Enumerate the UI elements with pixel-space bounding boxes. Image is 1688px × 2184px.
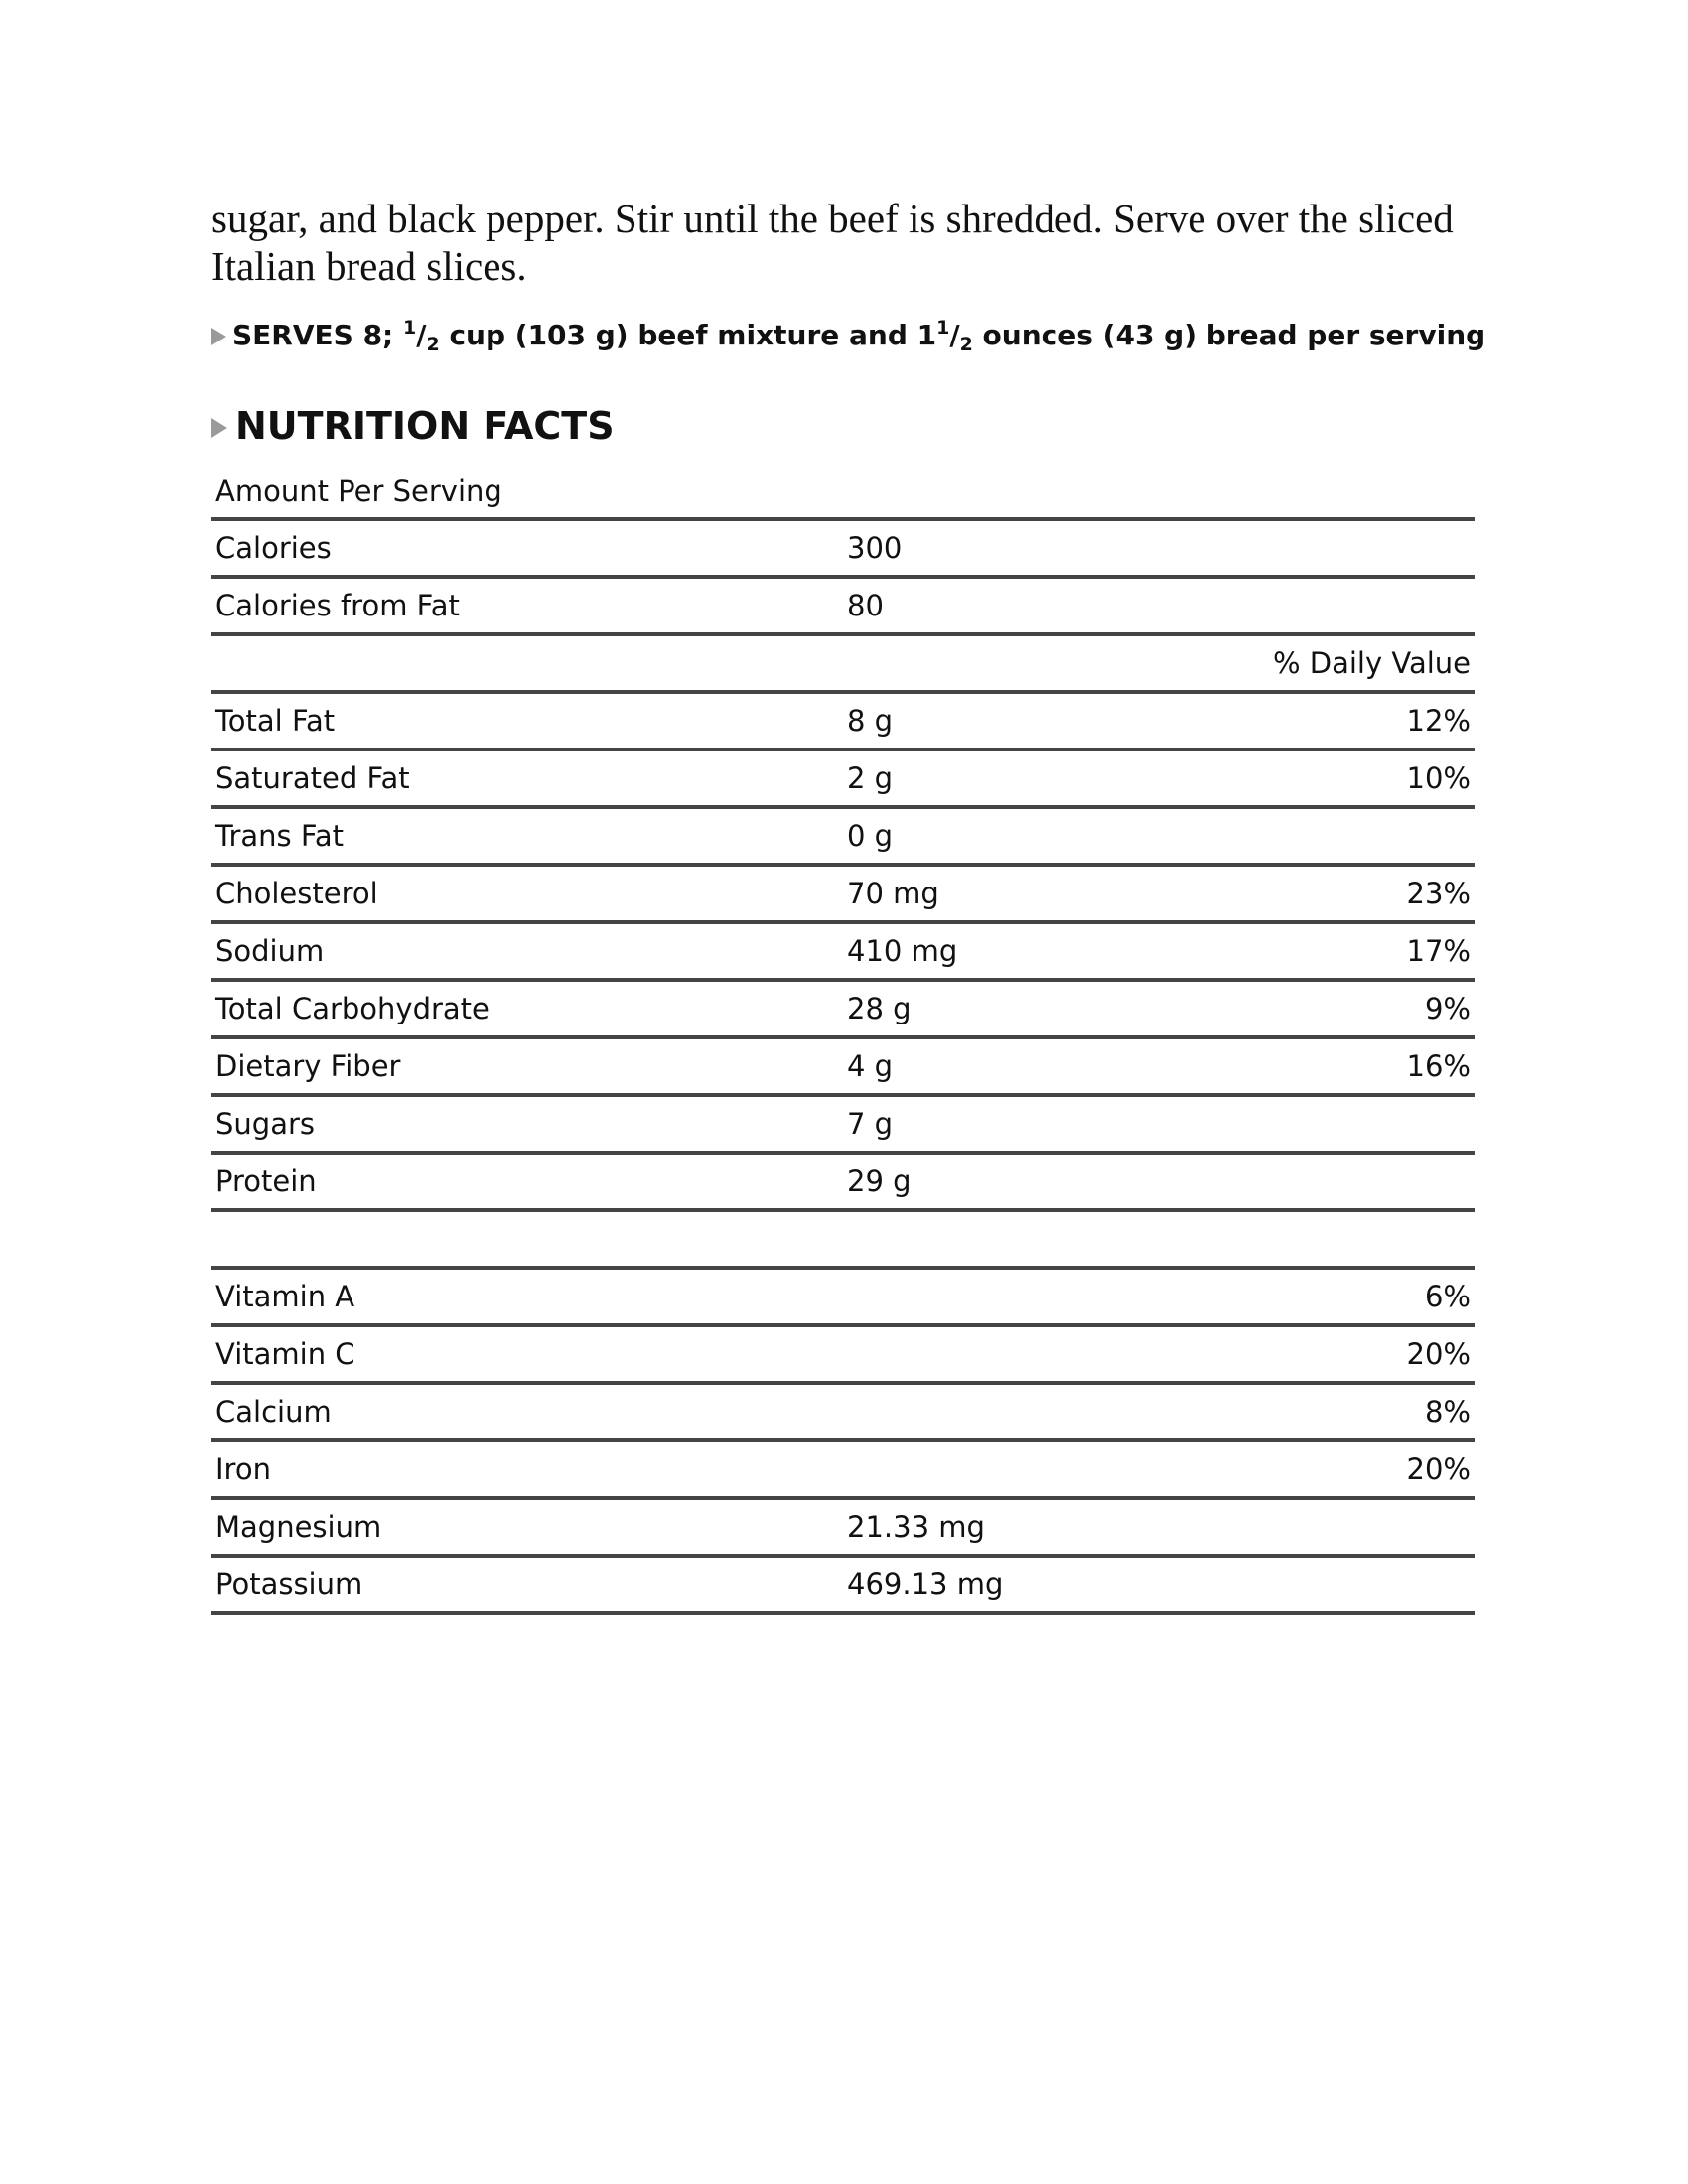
table-row [211, 1212, 1475, 1270]
recipe-instructions-text [211, 195, 1475, 290]
nutrient-name: Protein [215, 1164, 317, 1198]
serving-info: SERVES 8; $^1/_2$ cup (103 g) beef mixture and $1^1/_2$ ounces (43 g) bread per serving [211, 316, 1485, 355]
nutrient-daily-value: 10% [1406, 761, 1471, 795]
table-row [211, 1500, 1475, 1558]
nutrient-name: Total Carbohydrate [215, 992, 490, 1025]
table-row [211, 1155, 1475, 1212]
nutrient-amount: 2 g [847, 761, 894, 795]
table-row [211, 1039, 1475, 1097]
nutrient-amount: 410 mg [847, 934, 958, 968]
nutrient-amount: 28 g [847, 992, 912, 1025]
nutrient-amount: 8 g [847, 704, 894, 738]
nutrient-name: Magnesium [215, 1510, 382, 1544]
table-row [211, 1270, 1475, 1327]
nutrient-name: Cholesterol [215, 877, 378, 910]
nutrient-name: Iron [215, 1452, 271, 1486]
table-row [211, 694, 1475, 751]
triangle-bullet-icon [211, 328, 226, 345]
nutrient-name: Calories [215, 531, 332, 565]
nutrient-amount: 300 [847, 531, 903, 565]
table-row [211, 924, 1475, 982]
nutrient-name: Saturated Fat [215, 761, 410, 795]
nutrient-amount: 4 g [847, 1049, 894, 1083]
serves-lead: SERVES 8; [232, 319, 403, 351]
nutrient-amount: 70 mg [847, 877, 939, 910]
table-row [211, 751, 1475, 809]
amount-per-serving-label: Amount Per Serving [215, 475, 502, 508]
fraction-2-denominator: 2 [959, 334, 973, 355]
nutrient-name: Vitamin A [215, 1280, 355, 1313]
nutrient-name: Calcium [215, 1395, 332, 1429]
nutrient-daily-value: 8% [1424, 1395, 1471, 1429]
nutrient-name: Sugars [215, 1107, 315, 1141]
nutrient-daily-value: 20% [1406, 1452, 1471, 1486]
table-row [211, 1097, 1475, 1155]
nutrient-daily-value: 23% [1406, 877, 1471, 910]
instructions-line-2: Italian bread slices. [211, 243, 527, 289]
table-row [211, 867, 1475, 924]
serves-tail: ounces (43 g) bread per serving [972, 319, 1486, 351]
table-row [211, 1327, 1475, 1385]
fraction-1-denominator: 2 [426, 334, 440, 355]
instructions-line-1: sugar, and black pepper. Stir until the beef is shredded. Serve over the sliced [211, 196, 1454, 241]
nutrient-daily-value: 6% [1424, 1280, 1471, 1313]
nutrition-facts-heading [211, 401, 615, 451]
nutrient-daily-value: 9% [1424, 992, 1471, 1025]
table-row [211, 636, 1475, 694]
nutrient-name: Potassium [215, 1568, 363, 1601]
nutrient-name: Vitamin C [215, 1337, 355, 1371]
table-row [211, 1558, 1475, 1615]
nutrient-amount: 21.33 mg [847, 1510, 985, 1544]
table-row [211, 1442, 1475, 1500]
nutrient-name: Total Fat [215, 704, 336, 738]
nutrient-name: Calories from Fat [215, 589, 460, 622]
fraction-2-numerator: 1 [936, 317, 950, 339]
table-row [211, 809, 1475, 867]
nutrient-daily-value: % Daily Value [1272, 646, 1471, 680]
table-row [211, 579, 1475, 636]
serves-middle: cup (103 g) beef mixture and 1 [439, 319, 937, 351]
nutrient-name: Sodium [215, 934, 325, 968]
nutrition-table [211, 517, 1475, 1615]
nutrient-name: Trans Fat [215, 819, 345, 853]
table-row [211, 982, 1475, 1039]
nutrient-daily-value: 12% [1406, 704, 1471, 738]
nutrient-amount: 80 [847, 589, 884, 622]
nutrient-amount: 29 g [847, 1164, 912, 1198]
nutrition-heading-text: NUTRITION FACTS [235, 404, 615, 448]
nutrient-daily-value: 20% [1406, 1337, 1471, 1371]
nutrient-amount: 0 g [847, 819, 894, 853]
nutrient-daily-value: 17% [1406, 934, 1471, 968]
nutrient-daily-value: 16% [1406, 1049, 1471, 1083]
table-row [211, 521, 1475, 579]
table-row [211, 1385, 1475, 1442]
nutrient-name: Dietary Fiber [215, 1049, 401, 1083]
nutrient-amount: 469.13 mg [847, 1568, 1004, 1601]
fraction-1-numerator: 1 [403, 317, 417, 339]
triangle-bullet-icon [211, 418, 227, 438]
nutrient-amount: 7 g [847, 1107, 894, 1141]
